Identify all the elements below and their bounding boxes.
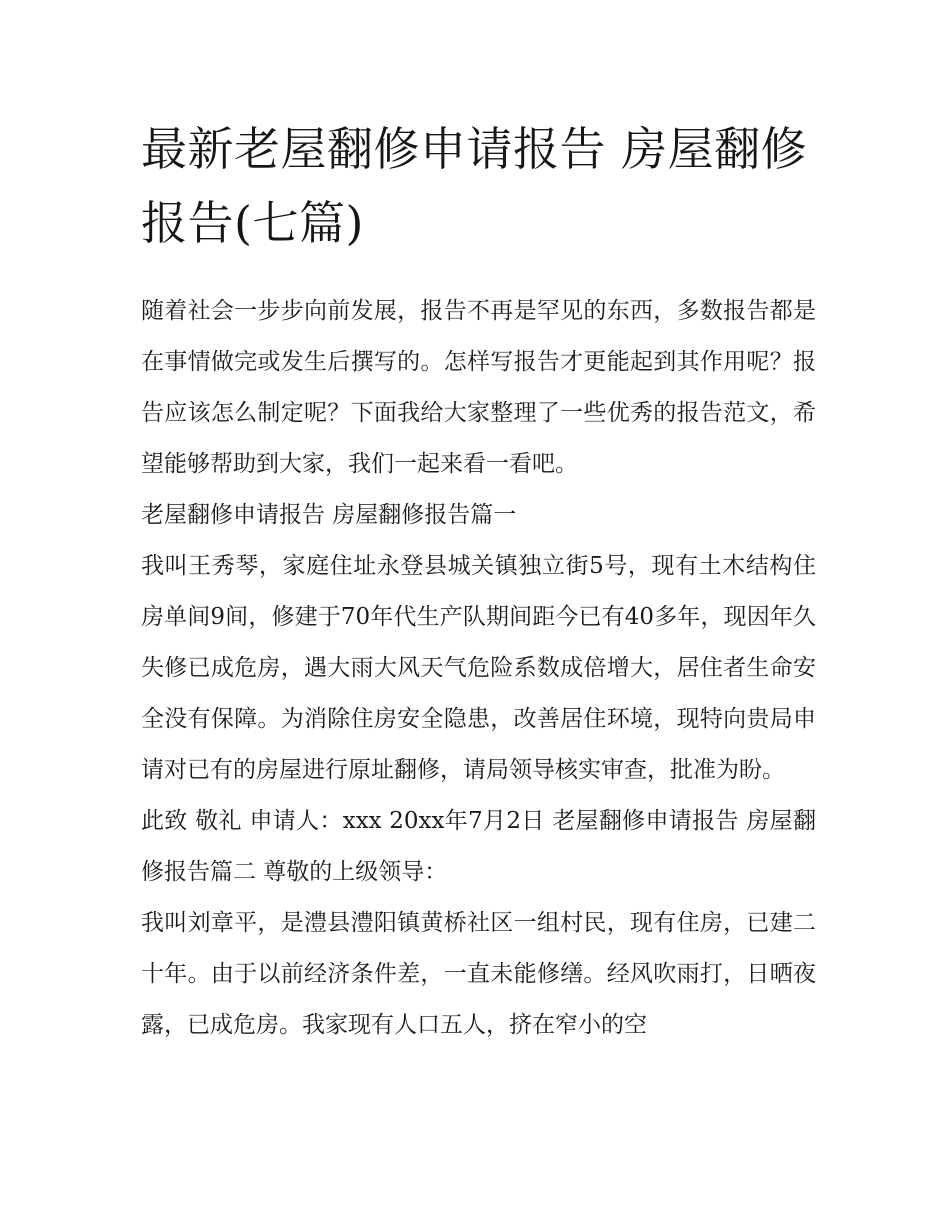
body-paragraph-2: 我叫刘章平，是澧县澧阳镇黄桥社区一组村民，现有住房，已建二十年。由于以前经济条件差，一直未能修缮。经风吹雨打，日晒夜露，已成危房。我家现有人口五人，挤在窄小的空 <box>141 910 816 1038</box>
closing-paragraph: 此致 敬礼 申请人：xxx 20xx年7月2日 老屋翻修申请报告 房屋翻修报告篇二 尊敬的上级领导： <box>141 808 816 885</box>
body-paragraph-1: 我叫王秀琴，家庭住址永登县城关镇独立街5号，现有土木结构住房单间9间，修建于70年代生产队期间距今已有40多年，现因年久失修已成危房，遇大雨大风天气危险系数成倍增大，居住者生命安全没有保障。为消除住房安全隐患，改善居住环境，现特向贵局申请对已有的房屋进行原址翻修，请局领导核实审查，批准为盼。 <box>141 553 816 783</box>
document-page <box>141 112 816 1051</box>
section-heading-1: 老屋翻修申请报告 房屋翻修报告篇一 <box>141 502 517 528</box>
intro-paragraph: 随着社会一步步向前发展，报告不再是罕见的东西，多数报告都是在事情做完或发生后撰写的。怎样写报告才更能起到其作用呢？报告应该怎么制定呢？下面我给大家整理了一些优秀的报告范文，希望能够帮助到大家，我们一起来看一看吧。 <box>141 298 816 477</box>
document-title: 最新老屋翻修申请报告 房屋翻修报告(七篇) <box>141 122 808 250</box>
